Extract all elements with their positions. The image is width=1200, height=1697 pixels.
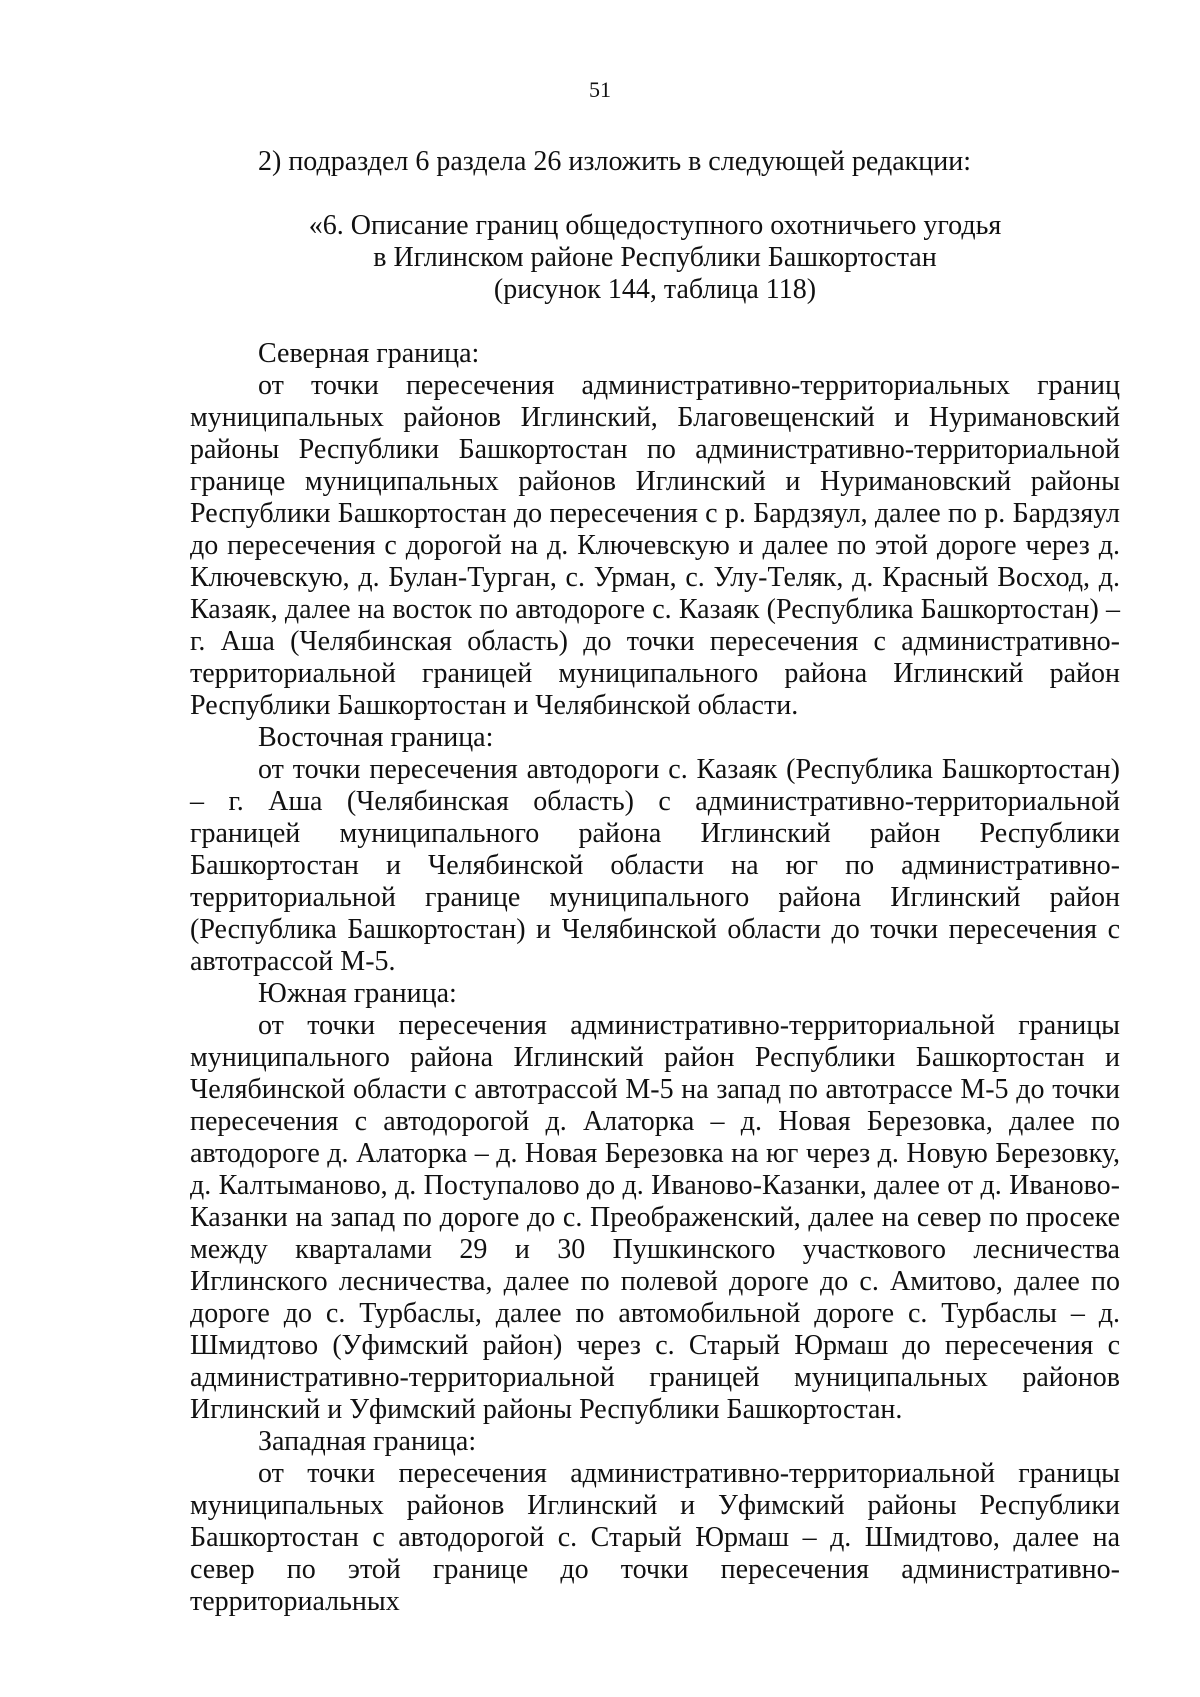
south-border-text: от точки пересечения административно-территориальной границы муниципального района Иглинский район Республики Башкортостан и Челябинской области с автотрассой М-5 на запад по автотрассе М-5 до точки пересечения с автодорогой д. Алаторка – д. Новая Березовка, далее по автодороге д. Алаторка – д. Новая Березовка на юг через д. Новую Березовку, д. Калтыманово, д. Поступалово до д. Иваново-Казанки, далее от д. Иваново-Казанки на запад по дороге до с. Преображенский, далее на север по просеке между кварталами 29 и 30 Пушкинского участкового лесничества Иглинского лесничества, далее по полевой дороге до с. Амитово, далее по дороге до с. Турбаслы, далее по автомобильной дороге с. Турбаслы – д. Шмидтово (Уфимский район) через с. Старый Юрмаш до пересечения с административно-территориальной границей муниципальных районов Иглинский и Уфимский районы Республики Башкортостан. — [190, 1010, 1120, 1425]
heading-line-1: «6. Описание границ общедоступного охотничьего угодья — [308, 210, 1002, 241]
page-number: 51 — [589, 77, 611, 102]
west-border-text: от точки пересечения административно-территориальной границы муниципальных районов Иглинский и Уфимский районы Республики Башкортостан с автодорогой с. Старый Юрмаш – д. Шмидтово, далее на север по этой границе до точки пересечения административно-территориальных — [190, 1458, 1120, 1617]
east-border-title: Восточная граница: — [258, 722, 494, 753]
north-border-text: от точки пересечения административно-территориальных границ муниципальных районов Иглинский, Благовещенский и Нуримановский районы Республики Башкортостан по административно-территориальной границе муниципальных районов Иглинский и Нуримановский районы Республики Башкортостан до пересечения с р. Бардзяул, далее по р. Бардзяул до пересечения с дорогой на д. Ключевскую и далее по этой дороге через д. Ключевскую, д. Булан-Турган, с. Урман, с. Улу-Теляк, д. Красный Восход, д. Казаяк, далее на восток по автодороге с. Казаяк (Республика Башкортостан) – г. Аша (Челябинская область) до точки пересечения с административно-территориальной границей муниципального района Иглинский район Республики Башкортостан и Челябинской области. — [190, 370, 1120, 721]
east-border-text: от точки пересечения автодороги с. Казаяк (Республика Башкортостан) – г. Аша (Челябинская область) с административно-территориальной границей муниципального района Иглинский район Республики Башкортостан и Челябинской области на юг по административно-территориальной границе муниципального района Иглинский район (Республика Башкортостан) и Челябинской области до точки пересечения с автотрассой М-5. — [190, 754, 1120, 977]
section-heading — [190, 210, 1120, 306]
heading-line-3: (рисунок 144, таблица 118) — [493, 274, 817, 305]
document-body — [190, 146, 1120, 1618]
south-border-title: Южная граница: — [258, 978, 457, 1009]
north-border-title: Северная граница: — [258, 338, 480, 369]
heading-line-2: в Иглинском районе Республики Башкортостан — [373, 242, 937, 273]
west-border-title: Западная граница: — [258, 1426, 477, 1457]
intro-paragraph: 2) подраздел 6 раздела 26 изложить в следующей редакции: — [258, 146, 971, 177]
